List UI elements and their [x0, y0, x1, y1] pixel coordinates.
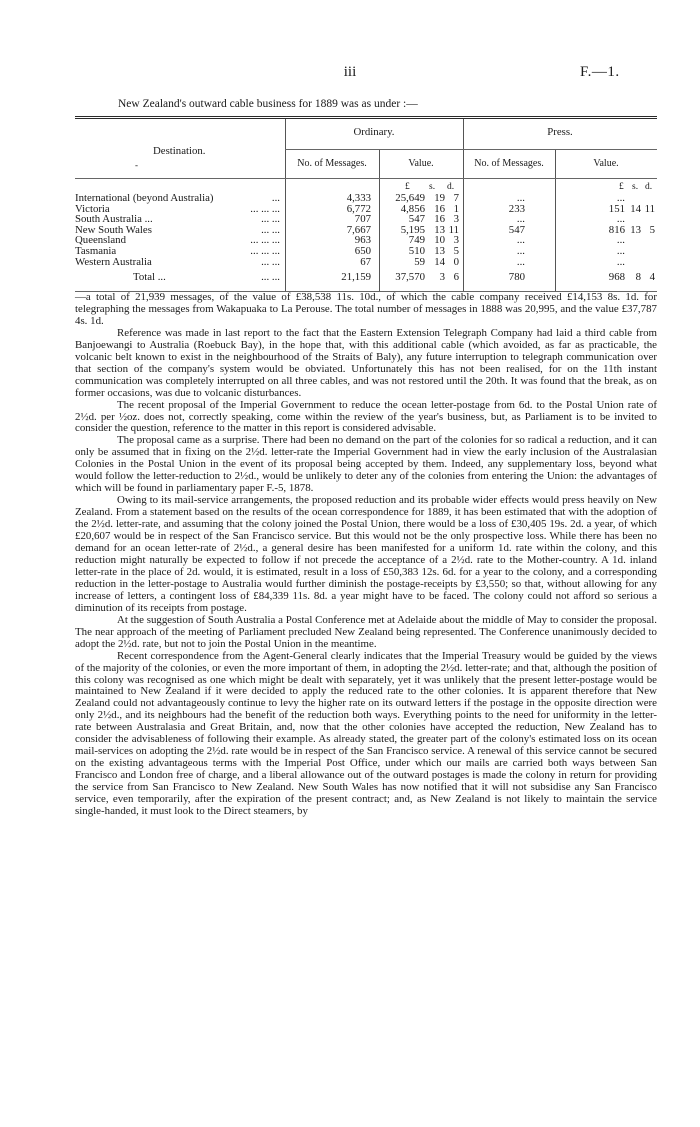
- ordinary-shillings-cell: 16: [434, 202, 445, 215]
- dot-leader: ... ... ...: [250, 245, 280, 257]
- press-pounds-cell: 968: [608, 271, 625, 283]
- unit-pence: d.: [447, 182, 455, 192]
- ordinary-messages-cell: 6,772: [346, 202, 371, 215]
- press-messages-cell: ...: [516, 213, 525, 226]
- press-messages-cell: ...: [516, 245, 525, 257]
- press-messages-cell: 780: [508, 271, 525, 283]
- destination-cell: Queensland: [75, 234, 126, 247]
- ordinary-pounds-cell: 5,195: [400, 223, 425, 236]
- ordinary-header: Ordinary.: [353, 126, 395, 138]
- destination-cell: New South Wales: [75, 223, 152, 236]
- ordinary-shillings-cell: 10: [434, 234, 445, 247]
- ordinary-pounds-cell: 547: [408, 213, 425, 226]
- press-pounds-cell: ...: [616, 192, 625, 204]
- unit-shillings: s.: [429, 182, 436, 192]
- press-pounds-cell: ...: [616, 255, 625, 268]
- dot-leader: ... ...: [261, 213, 280, 226]
- table-intro: New Zealand's outward cable business for 1889 was as under :—: [118, 98, 418, 110]
- unit-pence: d.: [645, 182, 653, 192]
- press-pence-cell: 4: [649, 271, 655, 283]
- sub-header-rule: [285, 149, 657, 150]
- ordinary-shillings-cell: 3: [439, 271, 445, 283]
- ordinary-pence-cell: 3: [453, 234, 459, 247]
- unit-pound: £: [619, 182, 624, 192]
- ordinary-pence-cell: 7: [453, 192, 459, 204]
- ordinary-messages-cell: 650: [354, 245, 371, 257]
- table-top-rule-double: [75, 118, 657, 119]
- ordinary-pence-cell: 3: [453, 213, 459, 226]
- ordinary-pence-cell: 11: [448, 223, 459, 236]
- table-top-rule: [75, 116, 657, 117]
- ordinary-messages-cell: 707: [354, 213, 371, 226]
- dot-leader: ... ...: [261, 223, 280, 236]
- press-pounds-cell: 816: [608, 223, 625, 236]
- header-mark: -: [135, 160, 138, 170]
- ord-value-header: Value.: [408, 158, 434, 169]
- total-label: Total ...: [133, 271, 166, 283]
- ordinary-shillings-cell: 14: [434, 255, 445, 268]
- ordinary-shillings-cell: 19: [434, 192, 445, 204]
- paragraph: Reference was made in last report to the fact that the Eastern Extension Telegraph Company had laid a third cable from Banjoewangi to Australia (Roebuck Bay), in the hope that, with this additional cable (which avoided, as far as practicable, the volcanic belt known to exist in the neighbourhood of the Straits of Baly), any future interruption to telegraph communication over that section of the company's system would be obviated. Unfortunately this has not been realised, for on the 11th instant communication was completely interrupted on all three cables, and was not restored until the 20th. It was found that the break, as on former occasions, was due to volcanic disturbances.: [75, 326, 657, 399]
- dot-leader: ... ...: [261, 255, 280, 268]
- ordinary-pounds-cell: 59: [414, 255, 425, 268]
- press-pounds-cell: ...: [616, 234, 625, 247]
- paragraph: Recent correspondence from the Agent-General clearly indicates that the Imperial Treasury would be guided by the views of the majority of the colonies, or even the more important of them, in adopting the 2½d. letter-rate; and that, although the position of this colony was recognised as one which might be dealt with separately, yet it was unlikely that the present letter-postage would be maintained to New Zealand if it were decided to apply the reduced rate to the other colonies. It is apparent therefore that New Zealand could not advantageously continue to levy the higher rate on its outward letters if the postage in the opposite direction were only 2½d., and its neighbours had the benefit of the reduction both ways. Everything points to the need for uniformity in the letter-rate between Australasia and Great Britain, and, now that the other colonies have accepted the reduction, New Zealand has to consider the advisableness of following their example. As already stated, the greater part of the colony's estimated loss on its ocean mail-services on adopting the 2½d. rate would be in respect of the San Francisco service. A renewal of this service cannot be secured on the existing advantageous terms with the Imperial Post Office, under which our mails are carried both ways between San Francisco and London free of charge, and a liberal allowance out of the outward postages is made the colony in return for providing the service from San Francisco to New Zealand. New South Wales has now notified that it will not subsidise any San Francisco service, even temporarily, after the expiration of the present contract; and, as New Zealand is not likely to maintain the service single-handed, it must look to the Direct steamers, by: [75, 649, 657, 817]
- press-shillings-cell: 13: [630, 223, 641, 236]
- ordinary-pounds-cell: 749: [408, 234, 425, 247]
- destination-cell: Tasmania: [75, 245, 117, 257]
- ordinary-messages-cell: 4,333: [346, 192, 371, 204]
- press-messages-cell: ...: [516, 234, 525, 247]
- unit-shillings: s.: [632, 182, 639, 192]
- unit-pound: £: [405, 182, 410, 192]
- destination-cell: South Australia ...: [75, 213, 153, 226]
- ordinary-messages-cell: 7,667: [346, 223, 371, 236]
- press-pence-cell: 5: [649, 223, 655, 236]
- header-bottom-rule: [75, 178, 657, 179]
- press-messages-cell: 547: [508, 223, 525, 236]
- paragraph: The recent proposal of the Imperial Government to reduce the ocean letter-postage from 6d. to the Postal Union rate of 2½d. per ½oz. does not, correctly speaking, come within the review of the year's business, but, as Parliament is to be invited to consider the question, reference to the matter in this report is considered advisable.: [75, 398, 657, 435]
- press-pence-cell: 11: [644, 202, 655, 215]
- press-pounds-cell: ...: [616, 213, 625, 226]
- dot-leader: ... ...: [261, 271, 280, 283]
- ordinary-pence-cell: 6: [453, 271, 459, 283]
- ordinary-messages-cell: 963: [354, 234, 371, 247]
- ordinary-pounds-cell: 37,570: [395, 271, 425, 283]
- press-value-header: Value.: [593, 158, 619, 169]
- ordinary-shillings-cell: 16: [434, 213, 445, 226]
- press-pounds-cell: ...: [616, 245, 625, 257]
- press-messages-cell: ...: [516, 255, 525, 268]
- press-messages-header: No. of Messages.: [474, 158, 544, 169]
- press-pounds-cell: 151: [608, 202, 625, 215]
- paragraph: The proposal came as a surprise. There had been no demand on the part of the colonies for so radical a reduction, and it can only be assumed that in fixing on the 2½d. letter-rate the Imperial Government had in view the early inclusion of the Australasian Colonies in the Postal Union in the event of its proposal being accepted by them. Indeed, any supplementary loss, beyond what would follow the letter-reduction to 2½d., would be unlikely to deter any of the colonies from entering the Union: the advantages of which will be found in parliamentary paper F.-5, 1878.: [75, 434, 657, 495]
- press-shillings-cell: 14: [630, 202, 641, 215]
- press-messages-cell: 233: [508, 202, 525, 215]
- ordinary-pounds-cell: 4,856: [400, 202, 425, 215]
- ordinary-pounds-cell: 510: [408, 245, 425, 257]
- ordinary-pence-cell: 1: [453, 202, 459, 215]
- page-number: iii: [343, 64, 357, 80]
- ordinary-pence-cell: 5: [453, 245, 459, 257]
- destination-cell: International (beyond Australia): [75, 192, 214, 204]
- ordinary-pounds-cell: 25,649: [395, 192, 425, 204]
- press-header: Press.: [547, 126, 573, 138]
- press-messages-cell: ...: [516, 192, 525, 204]
- paragraph: —a total of 21,939 messages, of the value of £38,538 11s. 10d., of which the cable company received £14,153 8s. 1d. for telegraphing the messages from Wakapuaka to La Perouse. The total number of messages in 1888 was 20,995, and the value £37,787 4s. 1d.: [75, 291, 657, 327]
- press-shillings-cell: 8: [635, 271, 641, 283]
- dot-leader: ... ... ...: [250, 202, 280, 215]
- dot-leader: ... ... ...: [250, 234, 280, 247]
- cable-business-table: [75, 116, 657, 291]
- ordinary-messages-cell: 67: [360, 255, 371, 268]
- destination-cell: Victoria: [75, 202, 110, 215]
- paragraph: At the suggestion of South Australia a Postal Conference met at Adelaide about the middle of May to consider the proposal. The near approach of the meeting of Parliament precluded New Zealand being represented. The Conference unanimously decided to adopt the 2½d. rate, but not to join the Postal Union in the meantime.: [75, 613, 657, 650]
- ordinary-shillings-cell: 13: [434, 223, 445, 236]
- document-code: F.—1.: [580, 64, 620, 80]
- dot-leader: ...: [271, 192, 280, 204]
- ordinary-shillings-cell: 13: [434, 245, 445, 257]
- ordinary-pence-cell: 0: [453, 255, 459, 268]
- report-body: [75, 292, 657, 818]
- ordinary-messages-cell: 21,159: [341, 271, 371, 283]
- destination-cell: Western Australia: [75, 255, 152, 268]
- paragraph: Owing to its mail-service arrangements, the proposed reduction and its probable wider effects would press heavily on New Zealand. From a statement based on the results of the ocean correspondence for 1889, it has been estimated that with the adoption of the 2½d. letter-rate, and assuming that the colony joined the Postal Union, there would be a loss of £30,405 19s. 2d. a year, of which £20,607 would be in respect of the San Francisco service. But this would not be the only prospective loss. While there has been no demand for an ocean letter-rate of 2½d., a general desire has been manifested for a uniform 1d. rate within the colony, and this reduction might naturally be expected to follow if not precede the acceptance of a 2½d. rate to the Mother-country. A 1d. inland letter-rate in the place of 2d. would, it is estimated, result in a loss of £50,383 12s. 6d. for a year to the colony, and a corresponding reduction in the letter-postage to Australia would further diminish the postage-receipts by £3,550; so that, without allowing for any increase of letters, a contingent loss of £84,339 11s. 8d. a year might have to be faced. The colony could not afford so serious a diminution of its receipts from postage.: [75, 494, 657, 614]
- destination-header: Destination.: [153, 145, 206, 157]
- ord-messages-header: No. of Messages.: [297, 158, 367, 169]
